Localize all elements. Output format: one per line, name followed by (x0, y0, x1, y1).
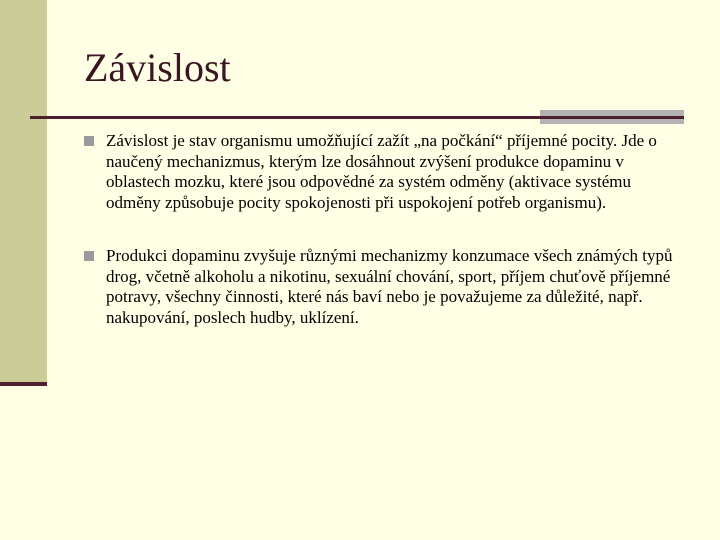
divider-accent-line (540, 116, 684, 119)
bullet-text: Závislost je stav organismu umožňující zažít „na počkání“ příjemné pocity. Jde o naučený mechanizmus, kterým lze dosáhnout zvýšení produkce dopaminu v oblastech mozku, které jsou odpovědné za systém odměny (aktivace systému odměny způsobuje pocity spokojenosti při uspokojení potřeb organismu). (106, 131, 657, 212)
bullet-text: Produkci dopaminu zvyšuje různými mechanizmy konzumace všech známých typů drog, včetně alkoholu a nikotinu, sexuální chování, sport, příjem chuťově příjemné potravy, všechny činnosti, které nás baví nebo je považujeme za důležité, např. nakupování, poslech hudby, uklízení. (106, 246, 673, 327)
left-band-underline (0, 382, 47, 386)
bullet-item-dopamine-production (84, 246, 684, 328)
left-decorative-band (0, 0, 47, 382)
bullet-item-addiction-definition (84, 131, 684, 213)
square-bullet-icon (84, 251, 94, 261)
square-bullet-icon (84, 136, 94, 146)
slide-title: Závislost (84, 45, 231, 90)
bullet-list (84, 131, 684, 361)
